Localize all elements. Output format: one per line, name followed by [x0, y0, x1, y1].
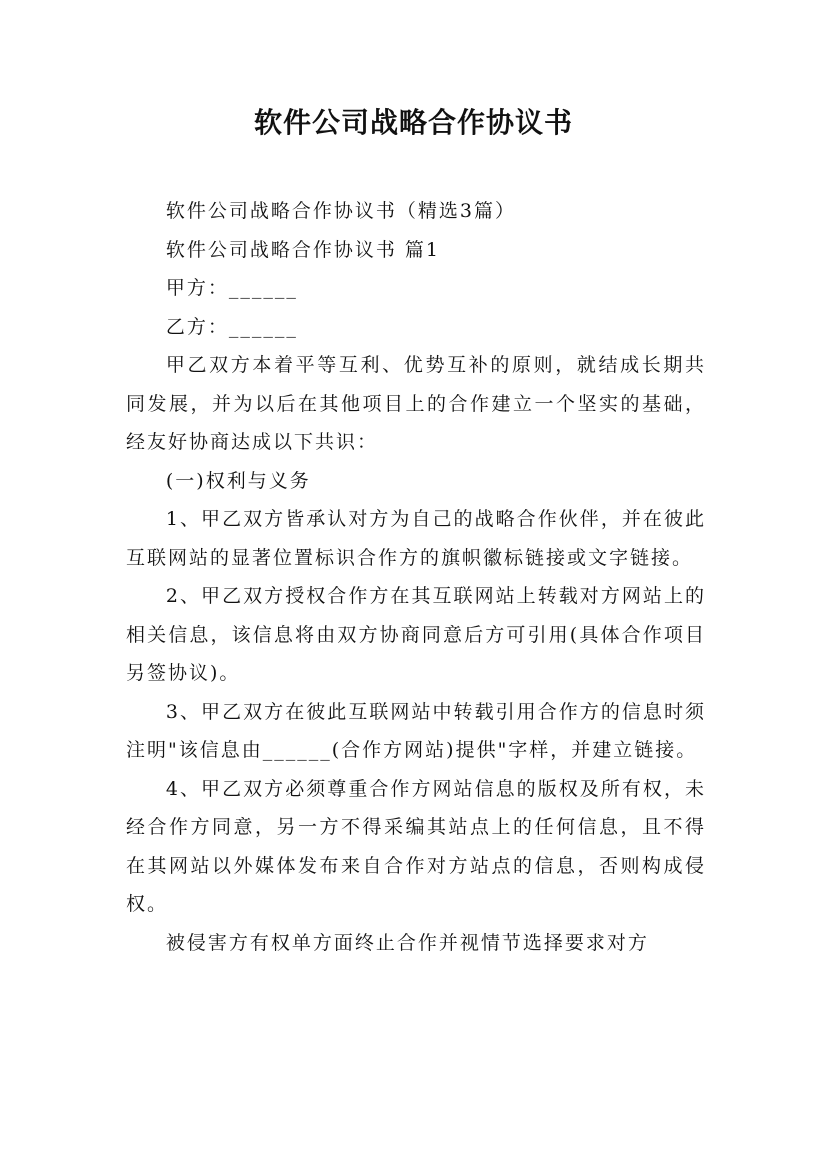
paragraph-party-a: 甲方：______ [165, 277, 298, 299]
paragraph-infringement: 被侵害方有权单方面终止合作并视情节选择要求对方 [165, 931, 649, 954]
paragraph-rights-heading: (一)权利与义务 [165, 469, 311, 492]
document-title: 软件公司战略合作协议书 [253, 106, 573, 139]
paragraph-clause-1: 1、甲乙双方皆承认对方为自己的战略合作伙伴，并在彼此互联网站的显著位置标识合作方的旗帜徽标链接或文字链接。 [126, 508, 706, 569]
paragraph-subtitle: 软件公司战略合作协议书（精选3篇） [165, 200, 516, 222]
document-body [126, 192, 706, 962]
paragraph-clause-4: 4、甲乙双方必须尊重合作方网站信息的版权及所有权，未经合作方同意，另一方不得采编其站点上的任何信息，且不得在其网站以外媒体发布来自合作对方站点的信息，否则构成侵权。 [126, 777, 706, 915]
paragraph-section-heading: 软件公司战略合作协议书 篇1 [165, 238, 441, 261]
paragraph-clause-3: 3、甲乙双方在彼此互联网站中转载引用合作方的信息时须注明"该信息由______(合作方网站)提供"字样，并建立链接。 [126, 700, 706, 761]
paragraph-party-b: 乙方：______ [165, 315, 298, 338]
paragraph-clause-2: 2、甲乙双方授权合作方在其互联网站上转载对方网站上的相关信息，该信息将由双方协商同意后方可引用(具体合作项目另签协议)。 [126, 585, 706, 684]
paragraph-preamble: 甲乙双方本着平等互利、优势互补的原则，就结成长期共同发展，并为以后在其他项目上的合作建立一个坚实的基础，经友好协商达成以下共识： [126, 354, 706, 453]
